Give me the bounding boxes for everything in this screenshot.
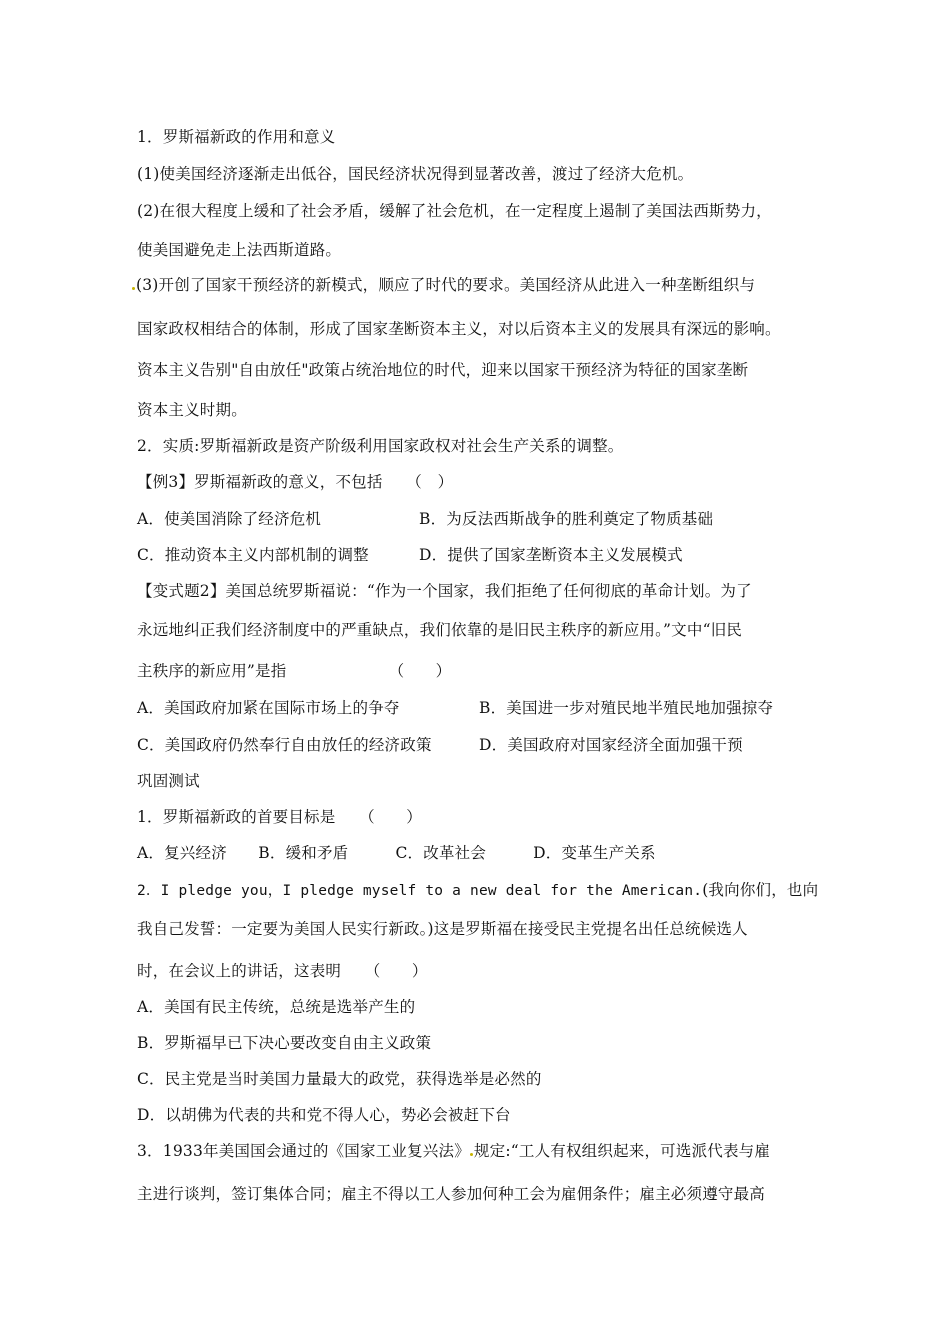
quiz-q2-translation-start: (我向你们，也向 (702, 881, 819, 899)
significance-point-3-line2: 国家政权相结合的体制，形成了国家垄断资本主义，对以后资本主义的发展具有深远的影响。 (137, 320, 781, 338)
significance-point-1: (1)使美国经济逐渐走出低谷，国民经济状况得到显著改善，渡过了经济大危机。 (137, 165, 694, 183)
quiz-q2-stem-line2: 我自己发誓：一定要为美国人民实行新政。)这是罗斯福在接受民主党提名出任总统候选人 (137, 920, 748, 938)
quiz-q2-option-b: B．罗斯福早已下决心要改变自由主义政策 (137, 1034, 432, 1052)
variant-2-options-cd (137, 735, 743, 755)
section-heading: 1．罗斯福新政的作用和意义 (137, 128, 336, 146)
quiz-q2-stem-line3: 时，在会议上的讲话，这表明 （ ） (137, 962, 428, 980)
variant-2-options-ab (137, 698, 774, 718)
variant-2-option-c: C．美国政府仍然奉行自由放任的经济政策 (137, 736, 432, 754)
variant-2-stem-line1: 【变式题2】美国总统罗斯福说：“作为一个国家，我们拒绝了任何彻底的革命计划。为了 (137, 582, 752, 600)
quiz-q2-option-a: A．美国有民主传统，总统是选举产生的 (137, 998, 416, 1016)
variant-2-option-d: D．美国政府对国家经济全面加强干预 (479, 736, 743, 754)
example-3-option-c: C．推动资本主义内部机制的调整 (137, 546, 369, 564)
quiz-q1-stem: 1．罗斯福新政的首要目标是 （ ） (137, 808, 422, 826)
example-3-option-a: A．使美国消除了经济危机 (137, 510, 322, 528)
variant-2-option-a: A．美国政府加紧在国际市场上的争夺 (137, 699, 400, 717)
variant-2-stem-line3: 主秩序的新应用”是指 （ ） (137, 662, 452, 680)
quiz-q3-stem-line2: 主进行谈判，签订集体合同；雇主不得以工人参加何种工会为雇佣条件；雇主必须遵守最高 (137, 1185, 766, 1203)
quiz-q2-english-quote: 2．I pledge you，I pledge myself to a new deal for the American. (137, 883, 703, 899)
significance-point-2-line2: 使美国避免走上法西斯道路。 (137, 241, 342, 259)
quiz-q3-stem-line1: 3．1933年美国国会通过的《国家工业复兴法》 规定:“工人有权组织起来，可选派代表与雇 (137, 1142, 771, 1160)
quiz-q2-option-d: D．以胡佛为代表的共和党不得人心，势必会被赶下台 (137, 1106, 511, 1124)
quiz-q2-option-c: C．民主党是当时美国力量最大的政党，获得选举是必然的 (137, 1070, 542, 1088)
significance-point-3-line4: 资本主义时期。 (137, 401, 247, 419)
quiz-q2-stem-line1 (137, 880, 818, 901)
example-3-option-d: D．提供了国家垄断资本主义发展模式 (419, 546, 683, 564)
stray-dot-mark (470, 1153, 473, 1156)
stray-dot-mark (132, 287, 135, 290)
example-3-option-b: B．为反法西斯战争的胜利奠定了物质基础 (419, 510, 714, 528)
example-3-options-ab (137, 509, 714, 529)
variant-2-stem-line2: 永远地纠正我们经济制度中的严重缺点，我们依靠的是旧民主秩序的新应用。”文中“旧民 (137, 621, 743, 639)
example-3-stem: 【例3】罗斯福新政的意义，不包括 （ ） (137, 473, 454, 491)
quiz-title: 巩固测试 (137, 772, 200, 790)
variant-2-option-b: B．美国进一步对殖民地半殖民地加强掠夺 (479, 699, 774, 717)
example-3-options-cd (137, 545, 683, 565)
essence-statement: 2．实质:罗斯福新政是资产阶级利用国家政权对社会生产关系的调整。 (137, 437, 624, 455)
significance-point-3-line3: 资本主义告别"自由放任"政策占统治地位的时代，迎来以国家干预经济为特征的国家垄断 (137, 361, 749, 379)
significance-point-3-line1: (3)开创了国家干预经济的新模式，顺应了时代的要求。美国经济从此进入一种垄断组织与 (132, 275, 755, 295)
significance-point-2-line1: (2)在很大程度上缓和了社会矛盾，缓解了社会危机，在一定程度上遏制了美国法西斯势力， (137, 202, 772, 220)
quiz-q1-options: A．复兴经济 B．缓和矛盾 C．改革社会 D．变革生产关系 (137, 844, 656, 862)
